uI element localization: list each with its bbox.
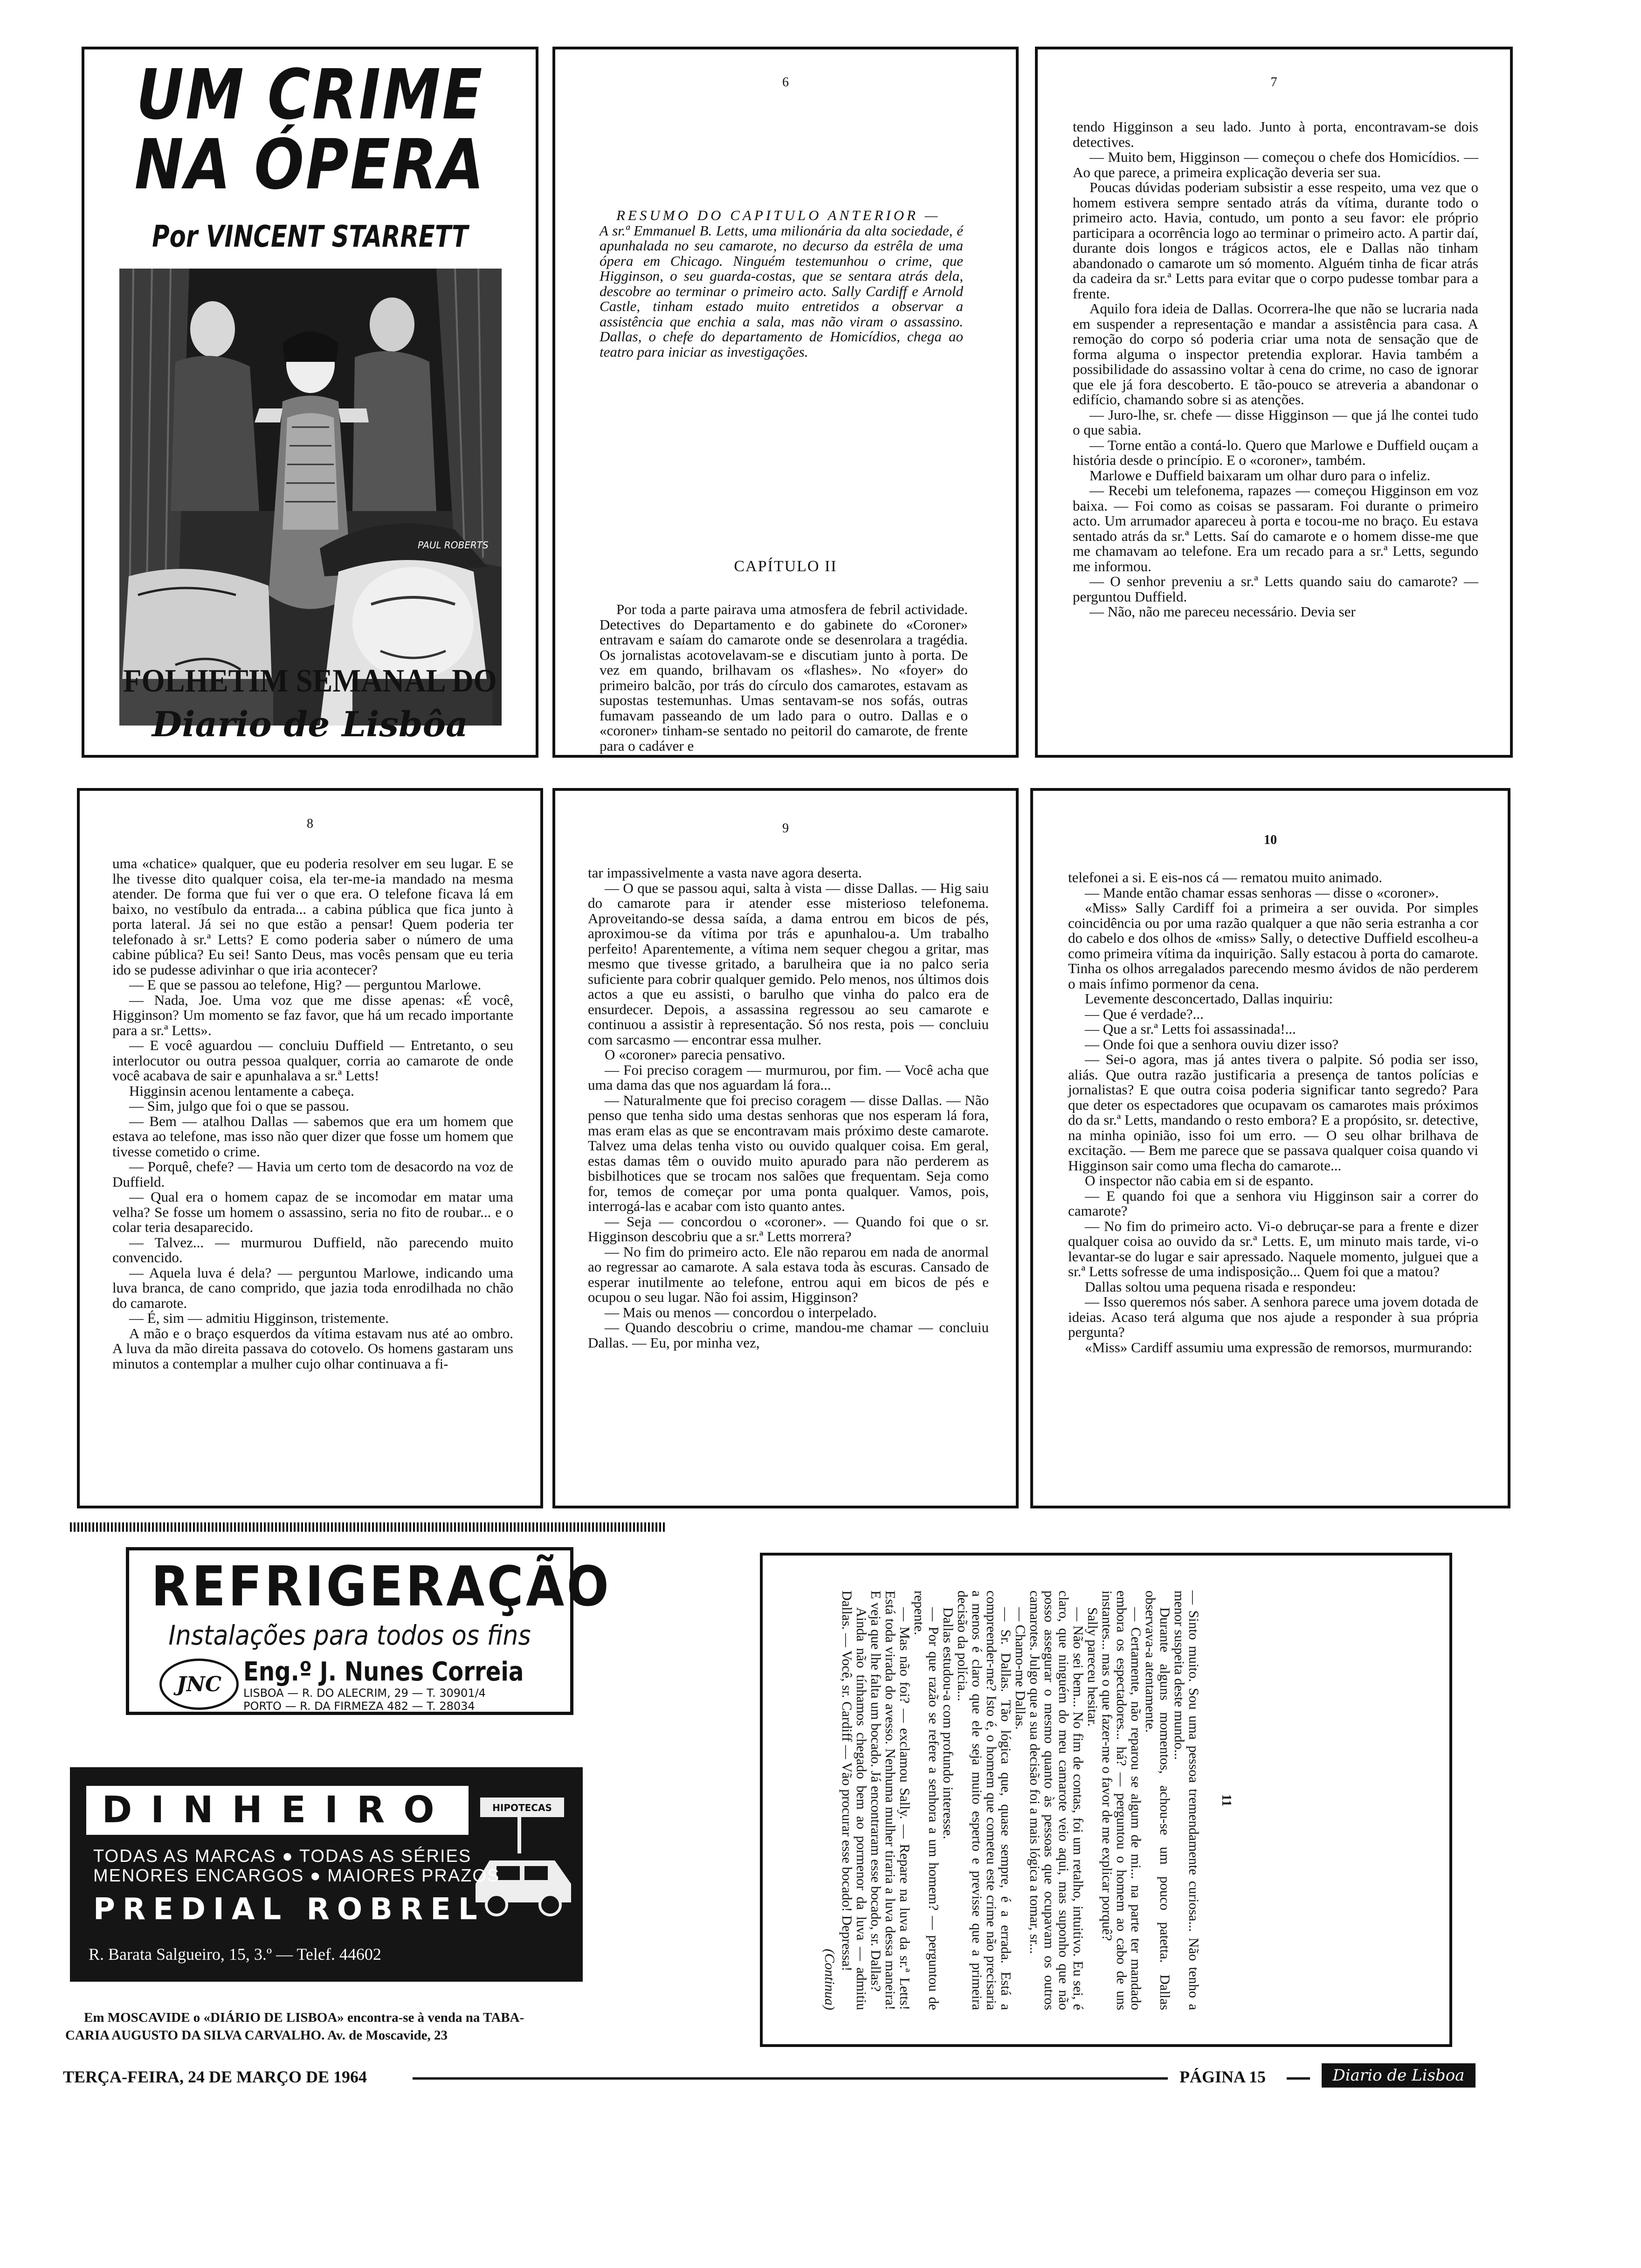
paragraph: — Aquela luva é dela? — perguntou Marlowe, indicando uma luva branca, de cano comprido, que jazia toda enrodilhada no chão do camarote.: [112, 1264, 513, 1311]
page-number-9: 9: [782, 821, 789, 836]
story-title-line2: NA ÓPERA: [134, 124, 486, 205]
ad-refrigeracao: [126, 1547, 612, 1715]
paragraph: «Miss» Sally Cardiff foi a primeira a ser ouvida. Por simples coincidência ou por uma razão qualquer a que não seria estranha a cor do cabelo e dos olhos de «miss» Sally, o detective Duffield escolheu-a como primeira vítima da inquirição. Sally estacou à porta do camarote. Tinha os olhos arregalados parecendo mesmo ávidos de não perderem o mais ínfimo pormenor da cena.: [1068, 899, 1478, 992]
paragraph: — Onde foi que a senhora ouviu dizer isso?: [1085, 1036, 1339, 1052]
paragraph: Marlowe e Duffield baixaram um olhar duro para o infeliz.: [1089, 467, 1431, 484]
page-number-11: 11: [1219, 1794, 1234, 1807]
paragraph: Por toda a parte pairava uma atmosfera de febril actividade. Detectives do Departamento e do gabinete do «Coroner» entravam e saíam do camarote onde se desenrolara a tragédia. Os jornalistas acotovelavam-se e discutiam junto à porta. De vez em quando, brilhavam os «flashes». No «foyer» do primeiro balcão, por trás do círculo dos camarotes, estavam as supostas testemunhas. Umas sentavam-se nos sofás, outras fumavam passeando de um lado para o outro. Dallas e o «coroner» tinham-se sentado no peitoril do camarote, de frente para o cadáver e: [600, 601, 968, 754]
paragraph: telefonei a si. E eis-nos cá — rematou muito animado.: [1068, 869, 1383, 885]
paragraph: «Miss» Cardiff assumiu uma expressão de remorsos, murmurando:: [1085, 1339, 1473, 1355]
summary-text: A sr.ª Emmanuel B. Letts, uma milionária da alta sociedade, é apunhalada no seu camarote, no decurso da estrêla de uma ópera em Chicago. Ninguém testemunhou o crime, que Higginson, o seu guarda-costas, que se sentara atrás dela, descobre ao terminar o primeiro acto. Sally Cardiff e Arnold Castle, tinham estado muito entretidos a observar a assistência que enchia a sala, mas não viram o assassino. Dallas, o chefe do departamento de Homicídios, chega ao teatro para iniciar as investigações.: [600, 222, 963, 360]
page-11-rotated: [777, 1581, 1248, 2019]
byline: Por VINCENT STARRETT: [152, 220, 468, 254]
paragraph: — Foi preciso coragem — murmurou, por fim. — Você acha que uma dama das que nos aguardam lá fora...: [588, 1061, 989, 1093]
paragraph: Ainda não tínhamos chegado bem ao pormenor da luva — admitiu Dallas. — Você, sr. Cardiff — Vão procurar esse bocado! Depressa!: [839, 1590, 869, 2010]
paragraph: O «coroner» parecia pensativo.: [605, 1046, 786, 1063]
paragraph: Dallas soltou uma pequena risada e respondeu:: [1085, 1278, 1356, 1295]
paragraph: — Que é verdade?...: [1085, 1005, 1204, 1022]
jnc-logo-letters: JNC: [176, 1672, 222, 1696]
ad-refrigeracao-lisboa: LISBOA — R. DO ALECRIM, 29 — T. 30901/4: [243, 1687, 486, 1700]
car-illustration: [471, 1786, 576, 1926]
paragraph: Levemente desconcertado, Dallas inquiriu:: [1085, 990, 1333, 1007]
hipotecas-sign: HIPOTECAS: [492, 1802, 552, 1813]
page-9-text: [588, 865, 989, 1350]
page-7-text: [1073, 119, 1478, 620]
paragraph: Higginsin acenou lentamente a cabeça.: [129, 1082, 354, 1099]
footer-masthead: Diario de Lisboa: [1322, 2063, 1476, 2088]
paragraph: — Chamo-me Dallas.: [1013, 1607, 1028, 1730]
ad-refrigeracao-company: Eng.º J. Nunes Correia: [243, 1657, 524, 1687]
newspaper-masthead: Diario de Lisbôa: [152, 705, 468, 745]
jnc-logo: [159, 1659, 239, 1710]
sales-notice-line2: CARIA AUGUSTO DA SILVA CARVALHO. Av. de Moscavide, 23: [65, 2028, 448, 2043]
page-10-text: [1068, 870, 1478, 1355]
sales-notice: [65, 2009, 606, 2044]
paragraph: — Certamente, não reparou se algum de mi... na parte ter mandado embora os espectadores... há? — perguntou o homem ao cabo de uns instantes... mas o que fazer-me o favor de me explicar porquê?: [1099, 1590, 1144, 2010]
page-11-panel: [760, 1553, 1452, 2047]
paragraph: tendo Higginson a seu lado. Junto à porta, encontravam-se dois detectives.: [1073, 118, 1478, 150]
chapter-heading: CAPÍTULO II: [734, 558, 837, 575]
title-panel: [82, 47, 538, 758]
paragraph: — Mande então chamar essas senhoras — disse o «coroner».: [1085, 884, 1439, 901]
paragraph: — Mais ou menos — concordou o interpelado.: [605, 1304, 877, 1321]
page-8-panel: [77, 788, 543, 1508]
ad-separator: [70, 1522, 667, 1532]
paragraph: Aquilo fora ideia de Dallas. Ocorrera-lhe que não se lucraria nada em suspender a representação e mandar a assistência para casa. A remoção do corpo só poderia criar uma nota de sensação que de forma alguma o inspector pretendia explorar. Havia também a possibilidade do assassino voltar à cena do crime, no caso de ignorar que ele já fora descoberto. E tão-pouco se atreveria a abandonar o edifício, chamando sobre si as atenções.: [1073, 300, 1478, 408]
summary-block: [600, 208, 963, 360]
paragraph: — Recebi um telefonema, rapazes — começou Higginson em voz baixa. — Foi como as coisas se passaram. Foi durante o primeiro acto. Um arrumador apareceu à porta e tocou-me no braço. Eu estava sentado atrás da sr.ª Letts. Saí do camarote e o homem disse-me que me chamavam ao telefone. Era um recado para a sr.ª Letts, segundo me informou.: [1073, 482, 1478, 574]
paragraph: — Não sei bem... No fim de contas, foi um retalho, intuitivo. Eu sei, é claro, que ninguém do meu camarote veio aqui, mas suponho que não posso assegurar o mesmo quanto às pessoas que ocupavam os outros camarotes. Julgo que a sua decisão foi a mais lógica a tomar, sr...: [1027, 1590, 1086, 2010]
page-9-panel: [552, 788, 1019, 1508]
paragraph: O inspector não cabia em si de espanto.: [1085, 1172, 1314, 1189]
page-11-text: [822, 1590, 1201, 2010]
opera-illustration: [119, 269, 502, 726]
page-6-text: [600, 602, 968, 754]
folhetim-label: FOLHETIM SEMANAL DO: [123, 663, 497, 699]
paragraph: — Talvez... — murmurou Duffield, não parecendo muito convencido.: [112, 1234, 513, 1265]
page-8-text: [112, 856, 513, 1371]
dinheiro-company: PREDIAL ROBREL: [93, 1892, 485, 1927]
paragraph: tar impassivelmente a vasta nave agora deserta.: [588, 864, 862, 881]
paragraph: Durante alguns momentos, achou-se um pouco patetta. Dallas observava-a atentamente.: [1143, 1590, 1172, 2010]
paragraph: — Muito bem, Higginson — começou o chefe dos Homicídios. — Ao que parece, a primeira explicação deveria ser sua.: [1073, 149, 1478, 180]
paragraph: uma «chatice» qualquer, que eu poderia resolver em seu lugar. E se lhe tivesse dito qualquer coisa, ela ter-me-ia mandado na mesma atender. De forma que fui ver o que era. O telefone ficava lá em baixo, no vestíbulo da entrada... a cabina pública que fica junto à porta lateral. Já sei no que estão a pensar! Quem poderia ter telefonado à sr.ª Letts? E como poderia saber o número de uma cabine pública? Eu sei! Santo Deus, mas vocês pensam que eu teria ido se pudesse adivinhar o que iria acontecer?: [112, 855, 513, 978]
paragraph: — Nada, Joe. Uma voz que me disse apenas: «É você, Higginson? Um momento se faz favor, que há um recado importante para a sr.ª Letts».: [112, 991, 513, 1038]
paragraph: — Torne então a contá-lo. Quero que Marlowe e Duffield ouçam a história desde o princípio. E o «coroner», também.: [1073, 436, 1478, 468]
paragraph: A mão e o braço esquerdos da vítima estavam nus até ao ombro. A luva da mão direita passava do cotovelo. Os homens gastaram uns minutos a contemplar a mulher cujo olhar continuava a fi-: [112, 1325, 513, 1372]
page-7-panel: [1035, 47, 1513, 758]
dinheiro-headline: DINHEIRO: [102, 1789, 453, 1831]
paragraph: — Mas não foi? — exclamou Sally. — Repare na luva da sr.ª Letts! Está toda virada do avesso. Nenhuma mulher tiraria a luva dessa maneira! E veja que lhe falta um bocado. Já encontraram esse bocado, sr. Dallas?: [868, 1590, 912, 2010]
paragraph: — Quando descobriu o crime, mandou-me chamar — concluiu Dallas. — Eu, por minha vez,: [588, 1319, 989, 1351]
paragraph: — Qual era o homem capaz de se incomodar em matar uma velha? Se fosse um homem o assassino, seria no fito de roubar... e o colar teria desaparecido.: [112, 1189, 513, 1235]
paragraph: — Porquê, chefe? — Havia um certo tom de desacordo na voz de Duffield.: [112, 1158, 513, 1190]
page-number-8: 8: [307, 816, 313, 831]
illustrator-signature: PAUL ROBERTS: [418, 539, 489, 551]
dinheiro-line1: TODAS AS MARCAS ● TODAS AS SÉRIES: [93, 1846, 472, 1866]
sales-notice-line1: Em MOSCAVIDE o «DIÁRIO DE LISBOA» encontra-se à venda na TABA-: [84, 2010, 524, 2025]
page-number-7: 7: [1270, 75, 1277, 90]
footer-page-label: PÁGINA 15: [1179, 2067, 1266, 2086]
page-number-6: 6: [782, 75, 789, 90]
paragraph: — Sim, julgo que foi o que se passou.: [129, 1098, 349, 1114]
ad-refrigeracao-headline: REFRIGERAÇÃO: [151, 1554, 612, 1618]
paragraph: — Naturalmente que foi preciso coragem — disse Dallas. — Não penso que tenha sido uma destas senhoras que nos esperam lá fora, mas eram elas as que se encontravam mais próximo deste camarote. Talvez uma delas tenha visto ou ouvido qualquer coisa. Em geral, estas damas têm o ouvido muito apurado para não perderem as bisbilhotices que se trocam nos salões que frequentam. Seja como for, temos de começar por uma ponta qualquer. Vamos, pois, interrogá-las e acabar com isto quanto antes.: [588, 1092, 989, 1214]
paragraph: — O senhor preveniu a sr.ª Letts quando saiu do camarote? — perguntou Duffield.: [1073, 573, 1478, 605]
paragraph: — É, sim — admitiu Higginson, tristemente.: [129, 1310, 389, 1326]
footer-rule-short: [1287, 2077, 1310, 2080]
paragraph: — E que se passou ao telefone, Hig? — perguntou Marlowe.: [129, 976, 482, 993]
paragraph: — Que a sr.ª Letts foi assassinada!...: [1085, 1021, 1296, 1037]
paragraph: Dallas estudou-a com profundo interesse.: [940, 1607, 956, 1839]
footer: [63, 2063, 1476, 2091]
paragraph: — Isso queremos nós saber. A senhora parece uma jovem dotada de ideias. Acaso terá alguma que nos ajude a responder à sua própria pergunta?: [1068, 1293, 1478, 1340]
paragraph: — Juro-lhe, sr. chefe — disse Higginson — que já lhe contei tudo o que sabia.: [1073, 406, 1478, 438]
paragraph: Sally pareceu hesitar.: [1085, 1607, 1100, 1727]
ad-refrigeracao-tagline: Instalações para todos os fins: [168, 1619, 531, 1651]
paragraph: — E você aguardou — concluiu Duffield — Entretanto, o seu interlocutor ou outra pessoa qualquer, corria ao camarote de onde você acabava de sair e apunhalava a sr.ª Letts!: [112, 1037, 513, 1084]
paragraph: — No fim do primeiro acto. Vi-o debruçar-se para a frente e dizer qualquer coisa ao ouvido da sr.ª Letts. E, um minuto mais tarde, vi-o levantar-se do lugar e sair apressado. Naquele momento, julguei que a sr.ª Letts sofresse de uma indisposição... Quem foi que a matou?: [1068, 1217, 1478, 1279]
summary-heading: RESUMO DO CAPITULO ANTERIOR —: [616, 207, 941, 223]
paragraph: — Seja — concordou o «coroner». — Quando foi que o sr. Higginson descobriu que a sr.ª Letts morrera?: [588, 1213, 989, 1245]
paragraph: — Sinto muito. Sou uma pessoa tremendamente curiosa... Não tenho a menor suspeita deste mundo...: [1172, 1590, 1201, 2010]
paragraph: Poucas dúvidas poderiam subsistir a esse respeito, uma vez que o homem estivera sempre sentado atrás da vítima, durante todo o primeiro acto. Havia, contudo, um ponto a seu favor: ele próprio participara a ocorrência logo ao terminar o primeiro acto. A partir daí, durante dois longos e trágicos actos, ele e Dallas não tinham abandonado o camarote um só momento. Alguém tinha de ficar atrás da cadeira da sr.ª Letts para evitar que o corpo pudesse tombar para a frente.: [1073, 179, 1478, 302]
dinheiro-line2: MENORES ENCARGOS ● MAIORES PRAZOS: [93, 1866, 500, 1886]
paragraph: — E quando foi que a senhora viu Higginson sair a correr do camarote?: [1068, 1187, 1478, 1219]
paragraph: — Sr. Dallas. Tão lógica que, quase sempre, é a errada. Está a compreender-me? Isto é, o homem que cometeu este crime não precisaria a menos é claro que ele seja muito esperto e previsse que a primeira decisão da polícia...: [955, 1590, 1014, 2010]
continua-label: (Continua): [822, 1949, 837, 2010]
paragraph: — No fim do primeiro acto. Ele não reparou em nada de anormal ao regressar ao camarote. A sala estava toda às escuras. Cansado de esperar inutilmente ao telefone, entrou aqui em bicos de pés e ocupou o seu lugar. Não foi assim, Higginson?: [588, 1243, 989, 1305]
paragraph: — Sei-o agora, mas já antes tivera o palpite. Só podia ser isso, aliás. Que outra razão justificaria a presença de tantos polícias e jornalistas? E que outra coisa poderia significar tanto segredo? Para que deter os espectadores que ocupavam os camarotes mais próximos do da sr.ª Letts, mandando o resto embora? E a propósito, sr. detective, na minha opinião, isso foi um erro. — O seu olhar brilhava de excitação. — Bem me parece que se passava qualquer coisa quando vi Higginson sair como uma flecha do camarote...: [1068, 1051, 1478, 1174]
page-6-panel: [552, 47, 1019, 758]
page-number-10: 10: [1264, 833, 1277, 847]
page-10-panel: [1030, 788, 1510, 1508]
dinheiro-banner: [86, 1786, 469, 1835]
paragraph: — Bem — atalhou Dallas — sabemos que era um homem que estava ao telefone, mas isso não quer dizer que fosse um homem que tivesse cometido o crime.: [112, 1113, 513, 1160]
story-title-line1: UM CRIME: [136, 55, 484, 135]
paragraph: — Por que razão se refere a senhora a um homem? — perguntou de repente.: [911, 1590, 941, 2010]
story-title: [84, 55, 536, 205]
paragraph: — Não, não me pareceu necessário. Devia ser: [1089, 603, 1356, 620]
footer-rule: [413, 2077, 1168, 2080]
paragraph: — O que se passou aqui, salta à vista — disse Dallas. — Hig saiu do camarote para ir atender esse misterioso telefonema. Aproveitando-se dessa saída, a dama entrou em bicos de pés, aproximou-se da vítima por trás e apunhalou-a. Um trabalho perfeito! Aparentemente, a vítima nem sequer chegou a gritar, mas mesmo que tivesse gritado, a barulheira que ia no palco seria suficiente para cobrir qualquer gemido. Pelo menos, nos últimos dois actos a que eu assisti, o barulho que vinha do palco era de ensurdecer. Depois, a assassina regressou ao seu camarote e continuou a assistir à representação. Só nos resta, pois — concluiu com sarcasmo — encontrar essa mulher.: [588, 879, 989, 1048]
dinheiro-address: R. Barata Salgueiro, 15, 3.º — Telef. 44602: [89, 1945, 381, 1964]
ad-refrigeracao-porto: PORTO — R. DA FIRMEZA 482 — T. 28034: [243, 1700, 475, 1713]
ad-dinheiro: [70, 1767, 583, 1982]
footer-date: TERÇA-FEIRA, 24 DE MARÇO DE 1964: [63, 2067, 367, 2086]
